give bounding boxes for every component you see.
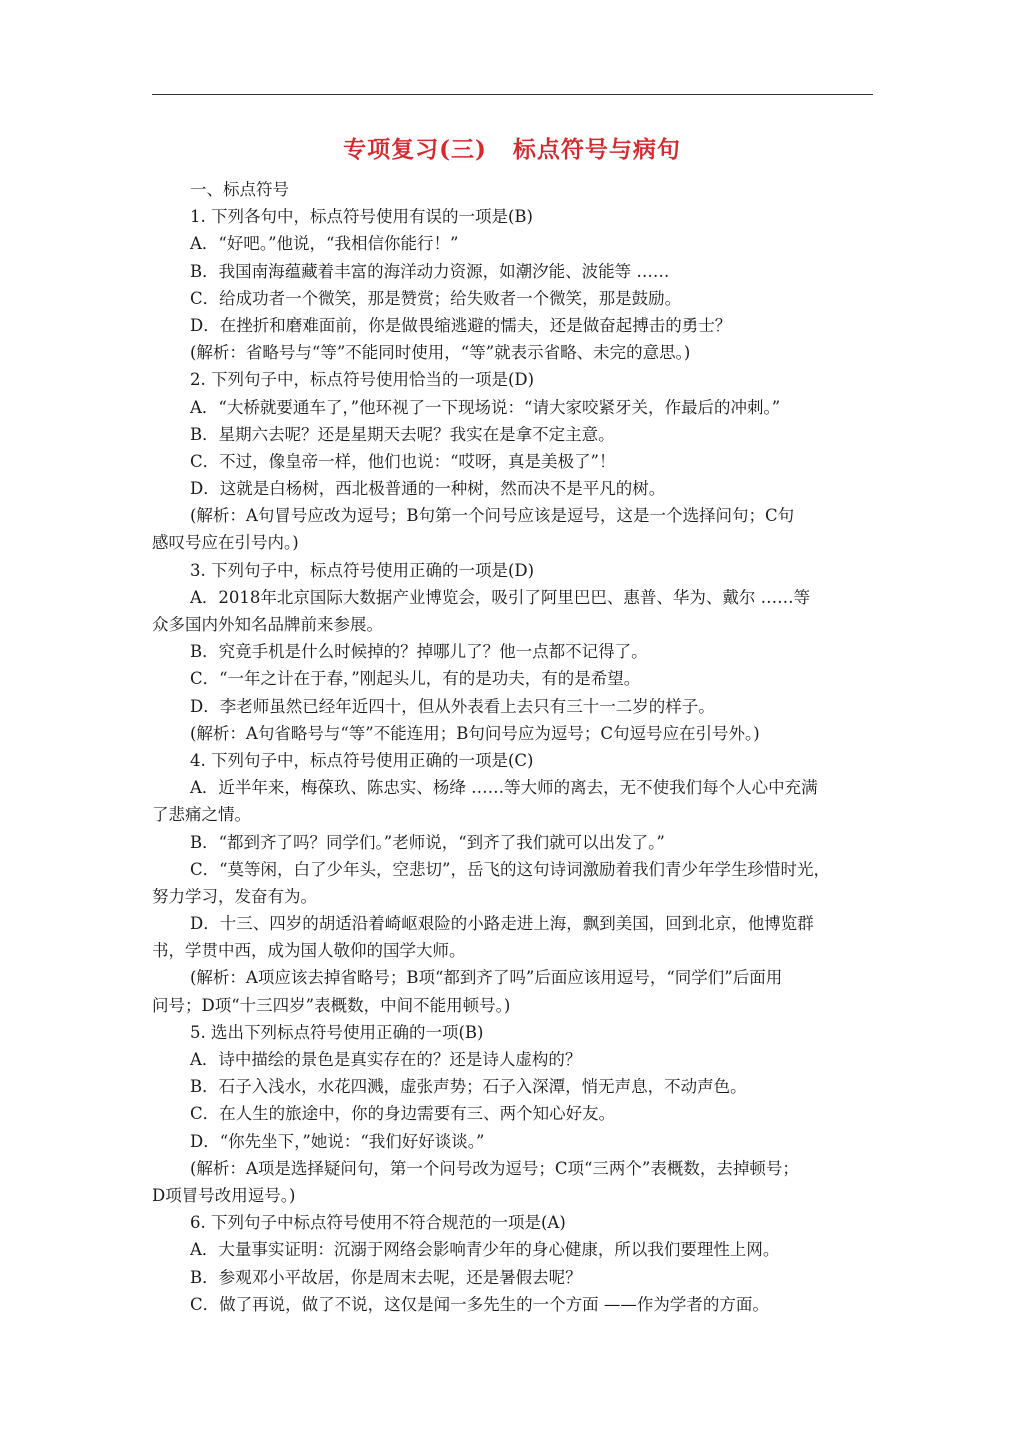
text-line: 了悲痛之情。 <box>152 805 251 825</box>
text-line: 一、标点符号 <box>190 180 289 199</box>
text-line: C．做了再说，做了不说，这仅是闻一多先生的一个方面 ——作为学者的方面。 <box>190 1294 769 1314</box>
title-part-2: 标点符号与病句 <box>512 136 681 163</box>
text-line: B．参观邓小平故居，你是周末去呢，还是暑假去呢？ <box>190 1267 582 1287</box>
text-line: C．给成功者一个微笑，那是赞赏；给失败者一个微笑，那是鼓励。 <box>190 288 682 308</box>
text-line: A．“大桥就要通车了，”他环视了一下现场说：“请大家咬紧牙关，作最后的冲刺。” <box>190 397 781 417</box>
text-line: C．“一年之计在于春，”刚起头儿，有的是功夫，有的是希望。 <box>190 669 641 689</box>
text-line: D．在挫折和磨难面前，你是做畏缩逃避的懦夫，还是做奋起搏击的勇士？ <box>190 315 732 335</box>
text-line: C．“莫等闲，白了少年头，空悲切”，岳飞的这句诗词激励着我们青少年学生珍惜时光， <box>190 859 830 879</box>
text-line: 感叹号应在引号内。) <box>152 533 299 553</box>
text-line: (解析：A项是选择疑问句，第一个问号改为逗号；C项“三两个”表概数，去掉顿号； <box>190 1158 799 1178</box>
text-line: D．十三、四岁的胡适沿着崎岖艰险的小路走进上海，飘到美国，回到北京，他博览群 <box>190 914 814 934</box>
text-line: (解析：省略号与“等”不能同时使用，“等”就表示省略、未完的意思。) <box>190 343 691 363</box>
text-line: 1. 下列各句中，标点符号使用有误的一项是(B) <box>190 207 533 227</box>
text-line: 努力学习，发奋有为。 <box>152 886 317 906</box>
text-line: D项冒号改用逗号。) <box>152 1185 296 1205</box>
page-title <box>0 134 1024 166</box>
text-line: 众多国内外知名品牌前来参展。 <box>152 615 383 634</box>
text-line: 6. 下列句子中标点符号使用不符合规范的一项是(A) <box>190 1213 566 1233</box>
text-line: B．星期六去呢？还是星期天去呢？我实在是拿不定主意。 <box>190 424 615 444</box>
title-part-1: 专项复习(三) <box>343 136 487 163</box>
text-line: 3. 下列句子中，标点符号使用正确的一项是(D) <box>190 560 535 580</box>
text-line: A．近半年来，梅葆玖、陈忠实、杨绛 ……等大师的离去，无不使我们每个人心中充满 <box>190 778 818 798</box>
text-line: 5. 选出下列标点符号使用正确的一项(B) <box>190 1022 484 1042</box>
text-line: A．诗中描绘的景色是真实存在的？还是诗人虚构的？ <box>190 1050 582 1069</box>
text-line: A．大量事实证明：沉溺于网络会影响青少年的身心健康，所以我们要理性上网。 <box>190 1240 780 1260</box>
text-line: A．2018年北京国际大数据产业博览会，吸引了阿里巴巴、惠普、华为、戴尔 ……等 <box>190 587 811 607</box>
text-line: B．我国南海蕴藏着丰富的海洋动力资源，如潮汐能、波能等 …… <box>190 261 670 281</box>
text-line: D．李老师虽然已经年近四十，但从外表看上去只有三十一二岁的样子。 <box>190 696 715 716</box>
text-line: B．石子入浅水，水花四溅，虚张声势；石子入深潭，悄无声息，不动声色。 <box>190 1077 747 1097</box>
text-line: 书，学贯中西，成为国人敬仰的国学大师。 <box>152 941 466 961</box>
text-line: D．这就是白杨树，西北极普通的一种树，然而决不是平凡的树。 <box>190 479 666 499</box>
text-line: B．究竟手机是什么时候掉的？掉哪儿了？他一点都不记得了。 <box>190 642 648 662</box>
text-line: C．不过，像皇帝一样，他们也说：“哎呀，真是美极了”！ <box>190 451 616 471</box>
text-line: D．“你先坐下，”她说：“我们好好谈谈。” <box>190 1131 485 1151</box>
text-line: 4. 下列句子中，标点符号使用正确的一项是(C) <box>190 750 534 770</box>
header-rule <box>152 94 873 95</box>
text-line: A．“好吧。”他说，“我相信你能行！” <box>190 234 459 254</box>
document-body <box>152 176 873 1318</box>
text-line: 2. 下列句子中，标点符号使用恰当的一项是(D) <box>190 370 535 390</box>
text-line: 问号；D项“十三四岁”表概数，中间不能用顿号。) <box>152 995 511 1015</box>
text-line: (解析：A句省略号与“等”不能连用；B句问号应为逗号；C句逗号应在引号外。) <box>190 723 760 743</box>
text-line: (解析：A句冒号应改为逗号；B句第一个问号应该是逗号，这是一个选择问句；C句 <box>190 506 795 526</box>
text-line: C．在人生的旅途中，你的身边需要有三、两个知心好友。 <box>190 1104 616 1124</box>
text-line: B．“都到齐了吗？同学们。”老师说，“到齐了我们就可以出发了。” <box>190 832 665 852</box>
text-line: (解析：A项应该去掉省略号；B项“都到齐了吗”后面应该用逗号，“同学们”后面用 <box>190 968 783 988</box>
